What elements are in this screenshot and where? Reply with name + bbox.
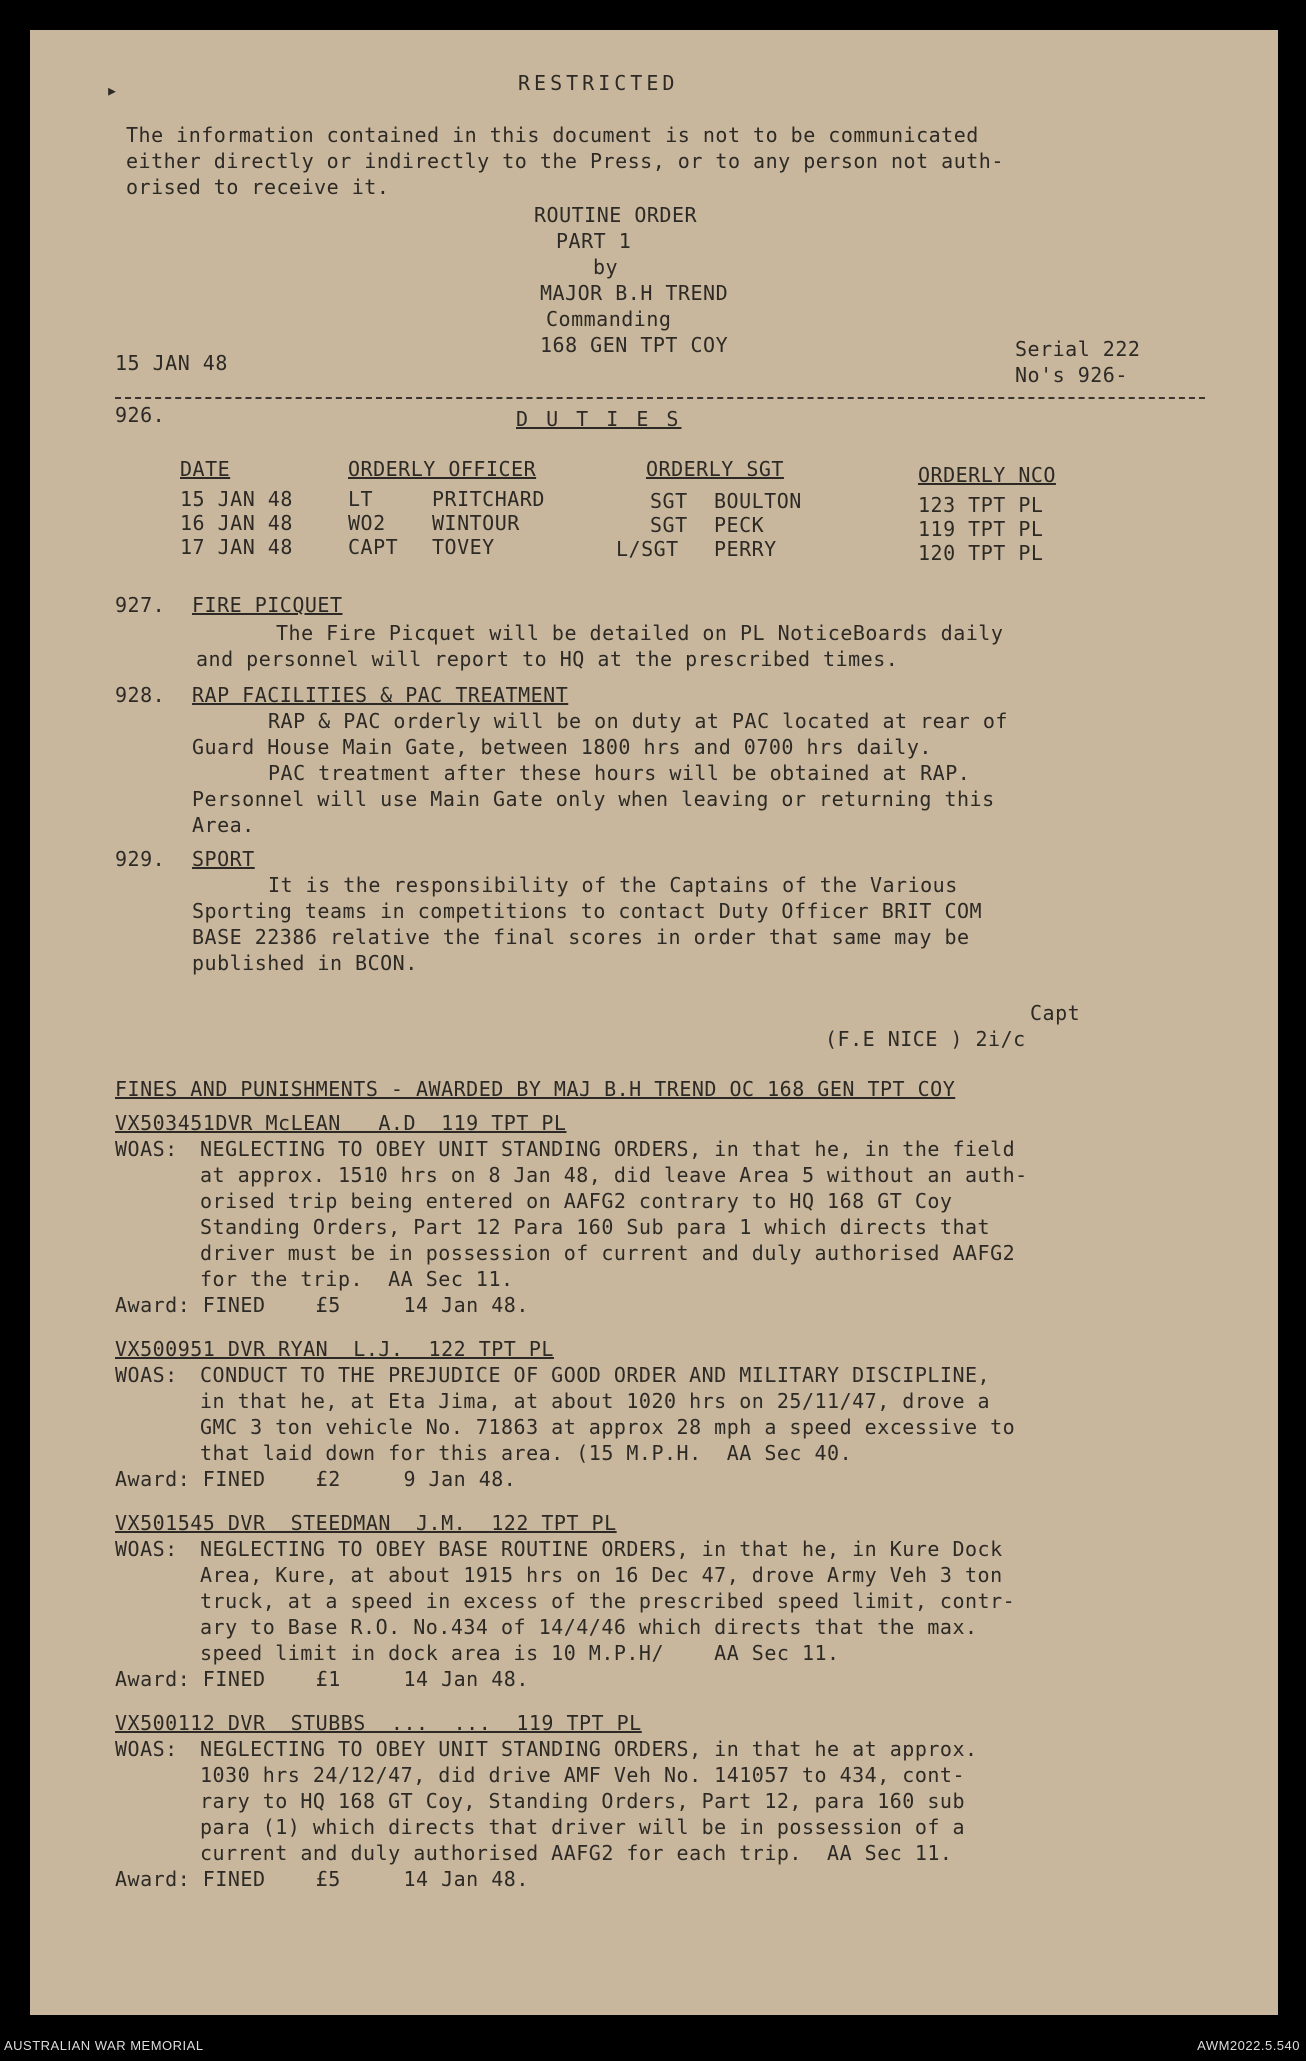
case-label: WOAS: <box>115 1737 178 1761</box>
duty-sgt-name: PERRY <box>714 537 777 561</box>
case-text: NEGLECTING TO OBEY BASE ROUTINE ORDERS, in that he, in Kure Dock <box>200 1537 1003 1561</box>
order-by: by <box>593 255 619 279</box>
case-label: WOAS: <box>115 1137 178 1161</box>
case-text: for the trip. AA Sec 11. <box>200 1267 514 1291</box>
column-header-orderly-officer: ORDERLY OFFICER <box>348 457 537 481</box>
case-text: CONDUCT TO THE PREJUDICE OF GOOD ORDER AND MILITARY DISCIPLINE, <box>200 1363 991 1387</box>
case-text: NEGLECTING TO OBEY UNIT STANDING ORDERS, in that he, in the field <box>200 1137 1016 1161</box>
column-header-orderly-sgt: ORDERLY SGT <box>646 457 784 481</box>
case-text: para (1) which directs that driver will be in possession of a <box>200 1815 966 1839</box>
case-text: orised trip being entered on AAFG2 contrary to HQ 168 GT Coy <box>200 1189 953 1213</box>
case-award: Award: FINED £1 14 Jan 48. <box>115 1667 529 1691</box>
order-part: PART 1 <box>556 229 632 253</box>
case-text: in that he, at Eta Jima, at about 1020 hrs on 25/11/47, drove a <box>200 1389 991 1413</box>
case-soldier: VX501545 DVR STEEDMAN J.M. 122 TPT PL <box>115 1511 617 1535</box>
case-award: Award: FINED £5 14 Jan 48. <box>115 1867 529 1891</box>
item-text: Guard House Main Gate, between 1800 hrs and 0700 hrs daily. <box>192 735 932 759</box>
duty-date: 16 JAN 48 <box>180 511 293 535</box>
item-text: and personnel will report to HQ at the prescribed times. <box>196 647 899 671</box>
item-text: The Fire Picquet will be detailed on PL NoticeBoards daily <box>276 621 1004 645</box>
case-text: 1030 hrs 24/12/47, did drive AMF Veh No. 141057 to 434, cont- <box>200 1763 966 1787</box>
duty-nco: 119 TPT PL <box>918 517 1044 541</box>
order-unit: 168 GEN TPT COY <box>540 333 729 357</box>
duty-sgt-name: BOULTON <box>714 489 802 513</box>
column-header-orderly-nco: ORDERLY NCO <box>918 463 1056 487</box>
item-heading-sport: SPORT <box>192 847 255 871</box>
duty-nco: 123 TPT PL <box>918 493 1044 517</box>
duties-heading: D U T I E S <box>516 407 682 431</box>
order-role: Commanding <box>546 307 672 331</box>
duty-nco: 120 TPT PL <box>918 541 1044 565</box>
serial-number: Serial 222 <box>1015 337 1141 361</box>
case-label: WOAS: <box>115 1363 178 1387</box>
archive-credit: AUSTRALIAN WAR MEMORIAL <box>4 2038 204 2053</box>
case-text: driver must be in possession of current and duly authorised AAFG2 <box>200 1241 1016 1265</box>
column-header-date: DATE <box>180 457 231 481</box>
case-text: current and duly authorised AAFG2 for each trip. AA Sec 11. <box>200 1841 953 1865</box>
duty-sgt-rank: SGT <box>650 489 688 513</box>
section-divider <box>115 397 1205 399</box>
classification-heading: RESTRICTED <box>518 71 679 95</box>
item-text: PAC treatment after these hours will be obtained at RAP. <box>268 761 971 785</box>
duty-sgt-rank: L/SGT <box>616 537 679 561</box>
case-soldier: VX500112 DVR STUBBS ... ... 119 TPT PL <box>115 1711 642 1735</box>
item-text: It is the responsibility of the Captains of the Various <box>268 873 958 897</box>
archive-reference: AWM2022.5.540 <box>1197 2038 1300 2053</box>
case-text: at approx. 1510 hrs on 8 Jan 48, did leave Area 5 without an auth- <box>200 1163 1028 1187</box>
item-text: RAP & PAC orderly will be on duty at PAC located at rear of <box>268 709 1008 733</box>
item-heading-rap-facilities: RAP FACILITIES & PAC TREATMENT <box>192 683 569 707</box>
item-text: Personnel will use Main Gate only when leaving or returning this <box>192 787 995 811</box>
case-text: ary to Base R.O. No.434 of 14/4/46 which directs that the max. <box>200 1615 978 1639</box>
duty-date: 17 JAN 48 <box>180 535 293 559</box>
duty-officer-rank: LT <box>348 487 374 511</box>
case-text: rary to HQ 168 GT Coy, Standing Orders, Part 12, para 160 sub <box>200 1789 966 1813</box>
item-text: Area. <box>192 813 255 837</box>
signature-name: (F.E NICE ) 2i/c <box>825 1027 1026 1051</box>
signature-rank: Capt <box>1030 1001 1081 1025</box>
duty-date: 15 JAN 48 <box>180 487 293 511</box>
case-award: Award: FINED £5 14 Jan 48. <box>115 1293 529 1317</box>
case-text: Standing Orders, Part 12 Para 160 Sub para 1 which directs that <box>200 1215 991 1239</box>
order-title: ROUTINE ORDER <box>534 203 698 227</box>
caveat-line: either directly or indirectly to the Press, or to any person not auth- <box>126 149 1004 173</box>
item-number: 928. <box>115 683 166 707</box>
case-text: GMC 3 ton vehicle No. 71863 at approx 28 mph a speed excessive to <box>200 1415 1016 1439</box>
duty-sgt-rank: SGT <box>650 513 688 537</box>
item-text: published in BCON. <box>192 951 418 975</box>
case-text: that laid down for this area. (15 M.P.H. AA Sec 40. <box>200 1441 853 1465</box>
order-numbers: No's 926- <box>1015 363 1128 387</box>
duty-officer-name: TOVEY <box>432 535 495 559</box>
item-text: Sporting teams in competitions to contact Duty Officer BRIT COM <box>192 899 983 923</box>
caveat-line: The information contained in this document is not to be communicated <box>126 123 979 147</box>
case-award: Award: FINED £2 9 Jan 48. <box>115 1467 517 1491</box>
item-number: 926. <box>115 403 166 427</box>
fines-heading: FINES AND PUNISHMENTS - AWARDED BY MAJ B.H TREND OC 168 GEN TPT COY <box>115 1077 956 1101</box>
duty-sgt-name: PECK <box>714 513 765 537</box>
caveat-line: orised to receive it. <box>126 175 390 199</box>
case-text: NEGLECTING TO OBEY UNIT STANDING ORDERS, in that he at approx. <box>200 1737 978 1761</box>
duty-officer-name: PRITCHARD <box>432 487 545 511</box>
duty-officer-rank: WO2 <box>348 511 386 535</box>
case-soldier: VX503451DVR McLEAN A.D 119 TPT PL <box>115 1111 567 1135</box>
duty-officer-name: WINTOUR <box>432 511 520 535</box>
order-date: 15 JAN 48 <box>115 351 228 375</box>
case-text: Area, Kure, at about 1915 hrs on 16 Dec 47, drove Army Veh 3 ton <box>200 1563 1003 1587</box>
case-soldier: VX500951 DVR RYAN L.J. 122 TPT PL <box>115 1337 554 1361</box>
case-text: truck, at a speed in excess of the prescribed speed limit, contr- <box>200 1589 1016 1613</box>
document-page <box>30 30 1278 2015</box>
item-number: 927. <box>115 593 166 617</box>
item-number: 929. <box>115 847 166 871</box>
order-issuer: MAJOR B.H TREND <box>540 281 729 305</box>
duty-officer-rank: CAPT <box>348 535 399 559</box>
case-text: speed limit in dock area is 10 M.P.H/ AA Sec 11. <box>200 1641 840 1665</box>
case-label: WOAS: <box>115 1537 178 1561</box>
margin-mark: ▸ <box>106 78 119 102</box>
item-text: BASE 22386 relative the final scores in order that same may be <box>192 925 970 949</box>
item-heading-fire-picquet: FIRE PICQUET <box>192 593 343 617</box>
